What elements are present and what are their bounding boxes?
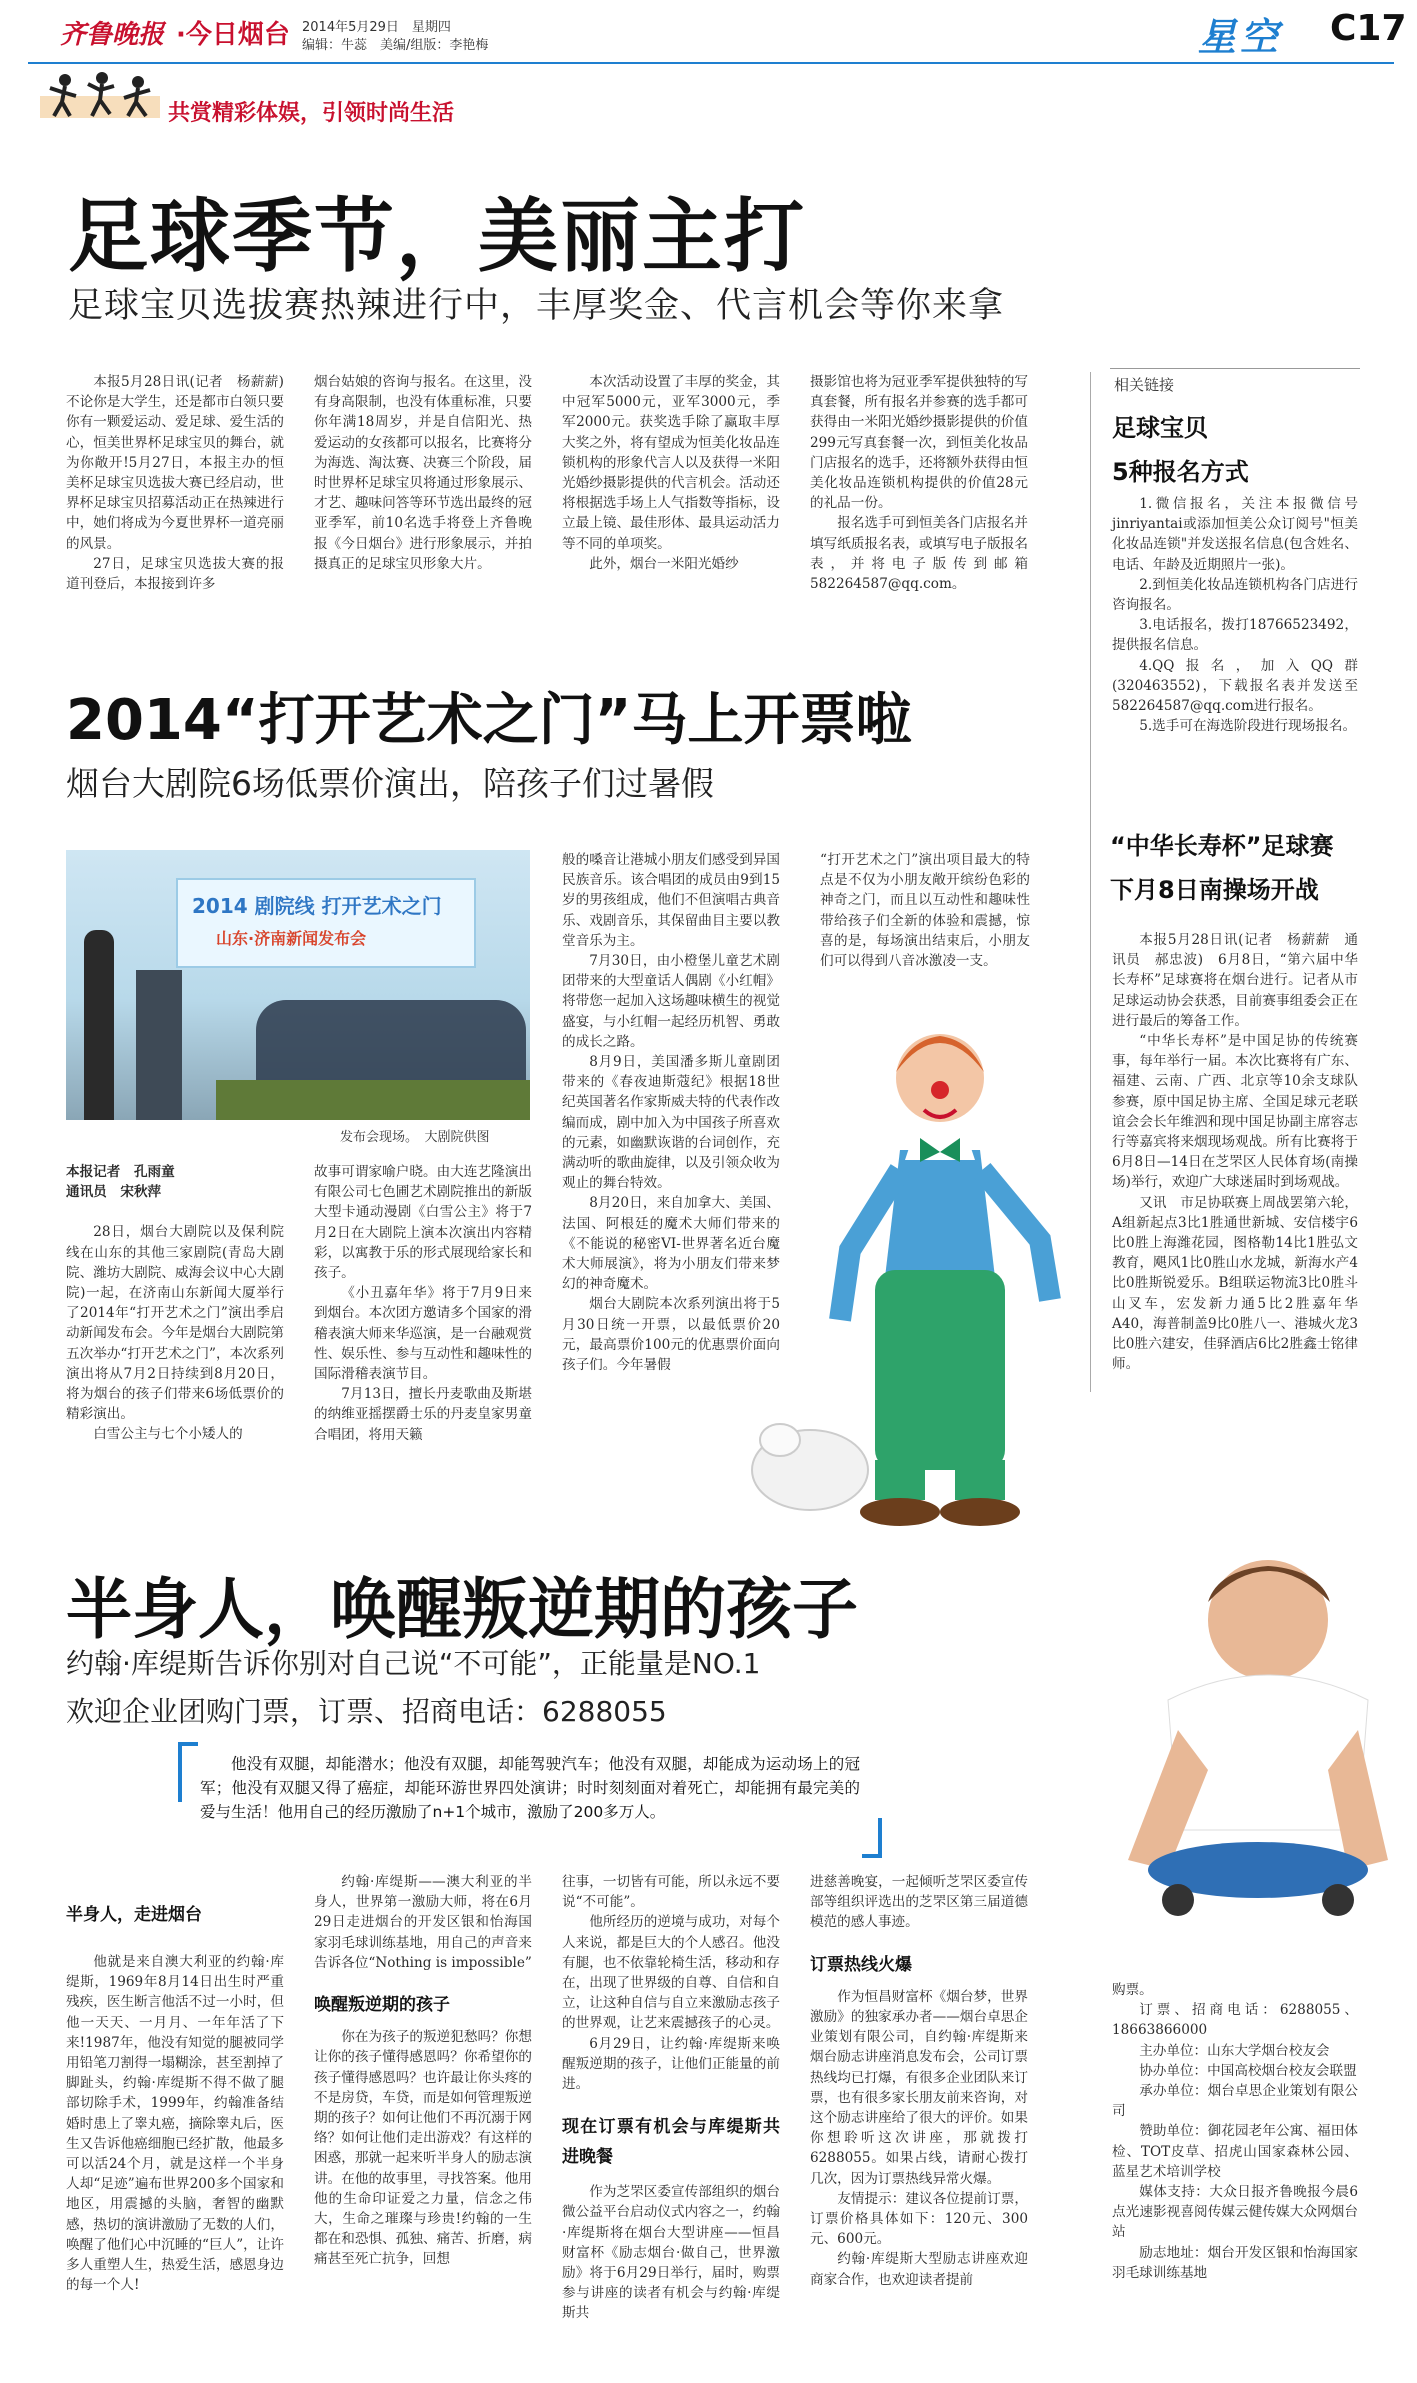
article2-column-4: “打开艺术之门”演出项目最大的特点是不仅为小朋友敞开缤纷色彩的神奇之门，而且以互动性和趣味性带给孩子们全新的体验和震撼，惊喜的是，每场演出结束后，小朋友们可以得到八音冰激凌一支。	[820, 852, 1030, 970]
article1-column-1: 本报5月28日讯(记者 杨薪薪) 不论你是大学生，还是都市白领只要你有一颗爱运动、爱足球、爱生活的心，恒美世界杯足球宝贝的舞台，就为你敞开!5月27日，本报主办的恒美杯足球宝贝选拔大赛已经启动，世界杯足球宝贝招募活动正在热辣进行中，她们将成为今夏世界杯一道亮丽的风景。 27日，足球宝贝选拔大赛的报道刊登后，本报接到许多	[66, 374, 298, 593]
sidebar1-items	[1112, 494, 1358, 784]
article3-lead: 他没有双腿，却能潜水；他没有双腿，却能驾驶汽车；他没有双腿，却能成为运动场上的冠军；他没有双腿又得了癌症，却能环游世界四处演讲；时时刻刻面对着死亡，却能拥有最完美的爱与生活！他用自己的经历激励了n+1个城市，激励了200多万人。	[200, 1755, 860, 1821]
info-line: 励志地址：烟台开发区银和怡海国家羽毛球训练基地	[1112, 2244, 1358, 2281]
stage-table	[216, 1080, 530, 1120]
sidebar1-kicker: 相关链接	[1114, 376, 1175, 394]
article3-subtitle-2: 欢迎企业团购门票，订票、招商电话：6288055	[66, 1695, 667, 1728]
sidebar1-item: 4.QQ报名，加入QQ群(320463552)，下载报名表并发送至582264587@qq.com进行报名。	[1112, 657, 1358, 715]
sidebar1-item: 2.到恒美化妆品连锁机构各门店进行咨询报名。	[1112, 576, 1358, 614]
article3-subhead-1: 半身人，走进烟台	[66, 1905, 202, 1925]
info-line: 购票。	[1112, 1982, 1153, 1998]
article2-subtitle: 烟台大剧院6场低票价演出，陪孩子们过暑假	[66, 764, 714, 803]
info-line: 订票、招商电话：6288055、18663866000	[1112, 2002, 1358, 2039]
editors-line: 编辑：牛蕊 美编/组版：李艳梅	[302, 38, 489, 53]
masthead	[0, 0, 1417, 140]
sidebar2-title-1: “中华长寿杯”足球赛	[1110, 832, 1334, 860]
info-line: 协办单位：中国高校烟台校友会联盟	[1139, 2062, 1357, 2079]
article1-column-4: 摄影馆也将为冠亚季军提供独特的写真套餐，所有报名并参赛的选手都可获得由一米阳光婚纱摄影提供的价值299元写真套餐一次，到恒美化妆品门店报名的选手，还将额外获得由恒美化妆品连锁机构提供的价值28元的礼品一份。 报名选手可到恒美各门店报名并填写纸质报名表，或填写电子版报名表，并将电子版传到邮箱582264587@qq.com。	[810, 374, 1028, 593]
section-name: ·今日烟台	[176, 20, 290, 50]
lead-quote-bracket-right	[862, 1818, 882, 1858]
sidebar2-title-2: 下月8日南操场开战	[1110, 876, 1319, 904]
press-conference-photo	[66, 850, 530, 1120]
article1-column-3: 本次活动设置了丰厚的奖金，其中冠军5000元，亚军3000元，季军2000元。获奖选手除了赢取丰厚大奖之外，将有望成为恒美化妆品连锁机构的形象代言人以及获得一米阳光婚纱摄影提供的代言机会。活动还将根据选手场上人气指数等指标，设立最上镜、最佳形体、最具运动活力等不同的单项奖。 此外，烟台一米阳光婚纱	[562, 374, 780, 572]
article3-subhead-3: 现在订票有机会与库缇斯共进晚餐	[562, 2117, 780, 2168]
sidebar2-body: 本报5月28日讯(记者 杨薪薪 通讯员 郝忠波) 6月8日，“第六届中华长寿杯”足球赛将在烟台进行。记者从市足球运动协会获悉，目前赛事组委会正在进行最后的筹备工作。 “中华长寿杯”是中国足协的传统赛事，每年举行一届。本次比赛将有广东、福建、云南、广西、北京等10余支球队参赛，原中国足协主席、全国足球元老联谊会会长年维泗和现中国足协副主席容志行等嘉宾将来烟现场观战。所有比赛将于6月8日—14日在芝罘区人民体育场(南操场)举行，欢迎广大球迷届时到场观战。 又讯 市足协联赛上周战罢第六轮，A组新起点3比1胜通世新城、安信楼宇6比0胜上海潍花园，图格勒14比1胜弘文教育，飓风1比0胜山水龙城，新海水产4比0胜斯锐爱乐。B组联运物流3比0胜斗山叉车，宏发新力通5比2胜嘉年华A40，海普制盖9比0胜八一、港城火龙3比0胜六建安，佳驿酒店6比2胜鑫士铭律师。	[1112, 932, 1358, 1373]
issue-date: 2014年5月29日 星期四	[302, 20, 451, 35]
article1-column-2: 烟台姑娘的咨询与报名。在这里，没有身高限制，也没有体重标准，只要你年满18周岁，并是自信阳光、热爱运动的女孩都可以报名，比赛将分为海选、淘汰赛、决赛三个阶段，届时世界杯足球宝贝将通过形象展示、才艺、趣味问答等环节选出最终的冠亚季军，前10名选手将登上齐鲁晚报《今日烟台》进行形象展示，并拍摄真正的足球宝贝形象大片。	[314, 374, 532, 572]
article1-title: 足球季节，美丽主打	[68, 190, 806, 283]
article3-title: 半身人，唤醒叛逆期的孩子	[66, 1571, 858, 1648]
article2-column-2: 故事可谓家喻户晓。由大连艺隆演出有限公司七色圃艺术剧院推出的新版大型卡通动漫剧《白雪公主》将于7月2日在大剧院上演本次演出内容精彩，以寓教于乐的形式展现给家长和孩子。 《小丑嘉年华》将于7月9日来到烟台。本次团方邀请多个国家的滑稽表演大师来华巡演，是一台融观赏性、娱乐性、参与互动性和趣味性的国际滑稽表演节目。 7月13日，擅长丹麦歌曲及斯堪的纳维亚摇摆爵士乐的丹麦皇家男童合唱团，将用天籁	[314, 1164, 532, 1443]
slogan: 共赏精彩体娱，引领时尚生活	[168, 101, 455, 126]
article2-column-1: 本报记者 孔雨童 通讯员 宋秋萍 28日，烟台大剧院以及保利院线在山东的其他三家剧院(青岛大剧院、潍坊大剧院、威海会议中心大剧院)一起，在济南山东新闻大厦举行了2014年“打开艺术之门”演出季启动新闻发布会。今年是烟台大剧院第五次举办“打开艺术之门”，本次系列演出将从7月2日持续到8月20日，将为烟台的孩子们带来6场低票价的精彩演出。 白雪公主与七个小矮人的	[66, 1164, 284, 1443]
sidebar1-item: 5.选手可在海选阶段进行现场报名。	[1139, 718, 1357, 735]
info-line: 媒体支持：大众日报齐鲁晚报今晨6点光速影视喜阅传媒云健传媒大众网烟台站	[1112, 2184, 1358, 2241]
info-line: 主办单位：山东大学烟台校友会	[1139, 2042, 1330, 2059]
article3-subtitle: 约翰·库缇斯告诉你别对自己说“不可能”，正能量是NO.1	[66, 1647, 761, 1680]
paper-logo: 齐鲁晚报	[60, 20, 165, 50]
article2-column-3: 般的嗓音让港城小朋友们感受到异国民族音乐。该合唱团的成员由9到15岁的男孩组成，他们不但演唱古典音乐、戏剧音乐，其保留曲目主要以教堂音乐为主。 7月30日，由小橙堡儿童艺术剧团带来的大型童话人偶剧《小红帽》将带您一起加入这场趣味横生的视觉盛宴，与小红帽一起经历机智、勇敢的成长之路。 8月9日，美国潘多斯儿童剧团带来的《春夜迪斯蔻纪》根据18世纪英国著名作家斯威夫特的代表作改编而成，剧中加入为中国孩子所喜欢的元素，如幽默诙谐的台词创作，充满动听的歌曲旋律，以及引领众收为观止的舞台特效。 8月20日，来自加拿大、美国、法国、阿根廷的魔术大师们带来的《不能说的秘密VI-世界著名近台魔术大师展演》，将为小朋友们带来梦幻的神奇魔术。 烟台大剧院本次系列演出将于5月30日统一开票，以最低票价20元，最高票价100元的优惠票价面向孩子们。今年暑假	[562, 852, 780, 1374]
page-number: C17	[1330, 8, 1407, 49]
article3-subhead-4: 订票热线火爆	[810, 1954, 912, 1975]
sidebar1-item: 3.电话报名，拨打18766523492，提供报名信息。	[1112, 617, 1358, 654]
star-logo: 星空	[1198, 15, 1283, 59]
sidebar1-item: 1.微信报名，关注本报微信号jinriyantai或添加恒美公众订阅号"恒美化妆品连锁"并发送报名信息(包含姓名、电话、年龄及近期照片一张)。	[1112, 496, 1358, 573]
clown-illustration	[750, 1020, 1080, 1540]
banner-text: 2014 剧院线 打开艺术之门	[192, 894, 442, 918]
photo-caption: 发布会现场。 大剧院供图	[340, 1130, 490, 1145]
sidebar1-title-1: 足球宝贝	[1112, 414, 1208, 442]
article3-info-column	[1112, 1980, 1358, 2372]
article3-column-1: 他就是来自澳大利亚的约翰·库缇斯，1969年8月14日出生时严重残疾，医生断言他活不过一小时，但他一天天、一月月、一年年活了下来!1987年，他没有知觉的腿被同学用铅笔刀割得一塌糊涂，甚至割掉了脚趾头，约翰·库缇斯不得不做了腿部切除手术，1999年，约翰准备结婚时患上了睾丸癌，摘除睾丸后，医生又告诉他癌细胞已经扩散，他最多可以活24个月，就是这样一个半身人却“足迹”遍布世界200多个国家和地区，用震撼的头脑，奢智的幽默感，热切的演讲激励了无数的人们，唤醒了他们心中沉睡的“巨人”，让许多人重塑人生，热爱生活，感恩身边的每一个人!	[66, 1954, 284, 2294]
sidebar1-divider	[1090, 372, 1091, 1392]
john-coutis-photo	[1108, 1530, 1388, 1950]
article3-column-2: 约翰·库缇斯——澳大利亚的半身人，世界第一激励大师，将在6月29日走进烟台的开发区银和怡海国家羽毛球训练基地，用自己的声音来告诉各位“Nothing is impossible” 唤醒叛逆期的孩子 你在为孩子的叛逆犯愁吗？你想让你的孩子懂得感恩吗？你希望你的孩子懂得感恩吗？也许最让你头疼的不是房贷，车贷，而是如何管理叛逆期的孩子？如何让他们不再沉溺于网络？如何让他们走出游戏？有这样的困惑，那就一起来听半身人的励志演讲。在他的故事里，寻找答案。他用他的生命印证爱之力量，信念之伟大，生命之璀璨与珍贵!约翰的一生都在和恐惧、孤独、痛苦、折磨，病痛甚至死亡抗争，回想	[314, 1874, 532, 2268]
sidebar1-title-2: 5种报名方式	[1112, 458, 1249, 486]
info-line: 承办单位：烟台卓思企业策划有限公司	[1112, 2083, 1358, 2120]
article3-column-3: 往事，一切皆有可能，所以永远不要说“不可能”。 他所经历的逆境与成功，对每个人来说，都是巨大的个人感召。他没有腿，也不依靠轮椅生活，移动和存在，出现了世界级的自尊、自信和自立，让这种自信与自立来激励志孩子的世界观，让艺来震撼孩子的心灵。 6月29日，让约翰·库缇斯来唤醒叛逆期的孩子，让他们正能量的前进。 现在订票有机会与库缇斯共进晚餐 作为芝罘区委宣传部组织的烟台微公益平台启动仪式内容之一，约翰·库缇斯将在烟台大型讲座——恒昌财富杯《励志烟台·做自己，世界激励》将于6月29日举行，届时，购票参与讲座的读者有机会与约翰·库缇斯共	[562, 1874, 780, 2322]
lead-quote-bracket-left	[178, 1742, 198, 1802]
article2-title: 2014“打开艺术之门”马上开票啦	[66, 688, 912, 753]
article3-column-4: 进慈善晚宴，一起倾听芝罘区委宣传部等组织评选出的芝罘区第三届道德模范的感人事迹。 订票热线火爆 作为恒昌财富杯《烟台梦，世界激励》的独家承办者——烟台卓思企业策划有限公司，自约翰·库缇斯来烟台励志讲座消息发布会，公司订票热线均已打爆，有很多企业团队来订票，也有很多家长朋友前来咨询，对这个励志讲座给了很大的评价。如果你想聆听这次讲座，那就拨打6288055。如果占线，请耐心拨打几次，因为订票热线异常火爆。 友情提示：建议各位提前订票，订票价格具体如下：120元、300元、600元。 约翰·库缇斯大型励志讲座欢迎商家合作，也欢迎读者提前	[810, 1874, 1028, 2288]
speaker	[84, 930, 114, 1120]
podium	[136, 970, 182, 1120]
article1-subtitle: 足球宝贝选拔赛热辣进行中，丰厚奖金、代言机会等你来拿	[68, 286, 1005, 326]
info-line: 赞助单位：御花园老年公寓、福田体检、TOT皮草、招虎山国家森林公园、蓝星艺术培训学校	[1112, 2123, 1358, 2180]
sports-figures-icon	[40, 70, 160, 122]
banner-text-2: 山东·济南新闻发布会	[216, 929, 367, 948]
masthead-rule	[28, 62, 1394, 64]
article3-subhead-2: 唤醒叛逆期的孩子	[314, 1995, 450, 2016]
sidebar1-rule	[1110, 368, 1360, 369]
